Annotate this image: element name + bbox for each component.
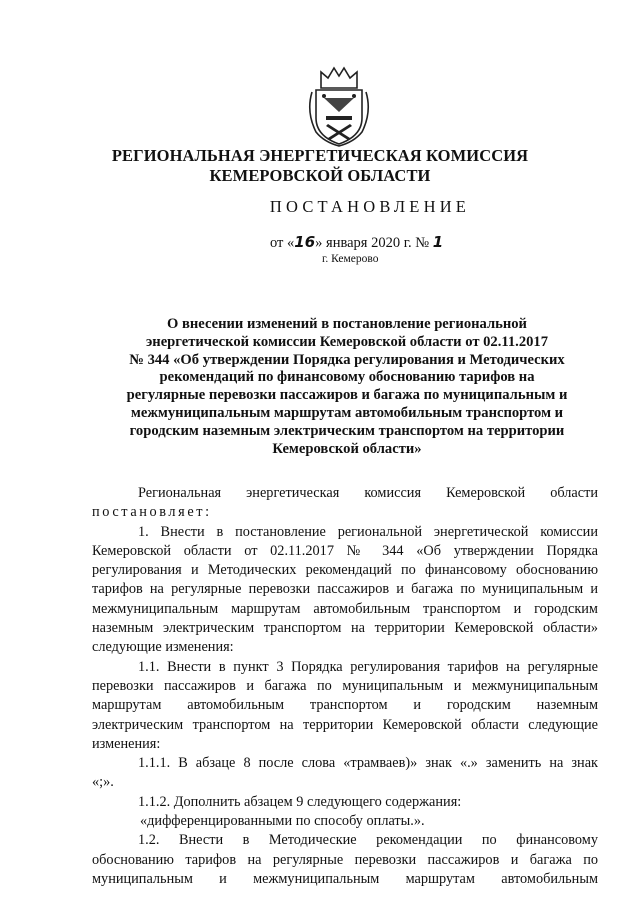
- org-line-2: КЕМЕРОВСКОЙ ОБЛАСТИ: [209, 166, 431, 185]
- paragraph-1-2-line: 1.2. Внести в Методические рекомендации по финансовому: [138, 832, 598, 849]
- paragraph-1-line: наземным электрическим транспортом на территории Кемеровской области»: [92, 620, 598, 637]
- date-prefix: от «: [270, 235, 295, 251]
- subject-line: Кемеровской области»: [272, 440, 422, 457]
- paragraph-1-1-line: маршрутам автомобильным транспортом и городским наземным: [92, 697, 598, 714]
- paragraph-1-line: тарифов на регулярные перевозки пассажиров и багажа по муниципальным и: [92, 581, 598, 598]
- subject-line: межмуниципальным маршрутам автомобильным транспортом и: [130, 404, 564, 421]
- org-line-1: РЕГИОНАЛЬНАЯ ЭНЕРГЕТИЧЕСКАЯ КОМИССИЯ: [111, 146, 529, 165]
- paragraph-1-1-line: изменения:: [92, 735, 161, 752]
- intro-line: Региональная энергетическая комиссия Кемеровской области: [138, 485, 598, 501]
- paragraph-1-line: межмуниципальным маршрутам автомобильным транспортом и городским: [92, 600, 598, 617]
- document-number: 1: [432, 233, 444, 251]
- paragraph-1-line: 1. Внести в постановление региональной энергетической комиссии: [138, 523, 598, 540]
- subject-line: № 344 «Об утверждении Порядка регулирования и Методических: [129, 351, 565, 368]
- paragraph-1-1-line: 1.1. Внести в пункт 3 Порядка регулирования тарифов на регулярные: [138, 658, 598, 675]
- subject-line: О внесении изменений в постановление региональной: [167, 316, 527, 332]
- resolves-line: постановляет:: [92, 504, 212, 521]
- coat-of-arms-icon: [304, 62, 374, 148]
- subject-line: энергетической комиссии Кемеровской области от 02.11.2017: [145, 333, 549, 350]
- paragraph-1-1-2-quote: «дифференцированными по способу оплаты.».: [140, 813, 425, 830]
- paragraph-1-1-1-line: «;».: [92, 774, 114, 791]
- paragraph-1-1-line: электрическим транспортом на территории Кемеровской области следующие: [92, 716, 598, 733]
- subject-line: регулярные перевозки пассажиров и багажа по муниципальным и: [126, 387, 568, 404]
- paragraph-1-1-2-line: 1.1.2. Дополнить абзацем 9 следующего содержания:: [138, 793, 462, 810]
- organization-title: [0, 146, 640, 186]
- paragraph-1-2-line: муниципальным и межмуниципальным маршрутам автомобильным: [92, 870, 598, 887]
- document-body: [92, 484, 598, 889]
- paragraph-1-1-1-line: 1.1.1. В абзаце 8 после слова «трамваев)» знак «.» заменить на знак: [138, 755, 598, 772]
- document-type: ПОСТАНОВЛЕНИЕ: [269, 197, 471, 216]
- date-suffix: » января 2020 г. №: [315, 235, 430, 251]
- paragraph-1-1-line: перевозки пассажиров и багажа по муниципальным и межмуниципальным: [92, 677, 598, 694]
- date-day: 16: [294, 233, 316, 251]
- paragraph-1-line: Кемеровской области от 02.11.2017 № 344 «Об утверждении Порядка: [92, 542, 598, 559]
- document-subject: [112, 316, 582, 458]
- subject-line: городским наземным электрическим транспортом на территории: [129, 422, 565, 439]
- paragraph-1-line: следующие изменения:: [92, 639, 234, 656]
- subject-line: рекомендаций по финансовому обоснованию тарифов на: [159, 369, 535, 386]
- date-line: [270, 233, 443, 252]
- paragraph-1-2-line: обоснованию тарифов на регулярные перевозки пассажиров и багажа по: [92, 851, 598, 868]
- paragraph-1-line: регулирования и Методических рекомендаций по финансовому обоснованию: [92, 562, 598, 579]
- city: г. Кемерово: [322, 253, 379, 265]
